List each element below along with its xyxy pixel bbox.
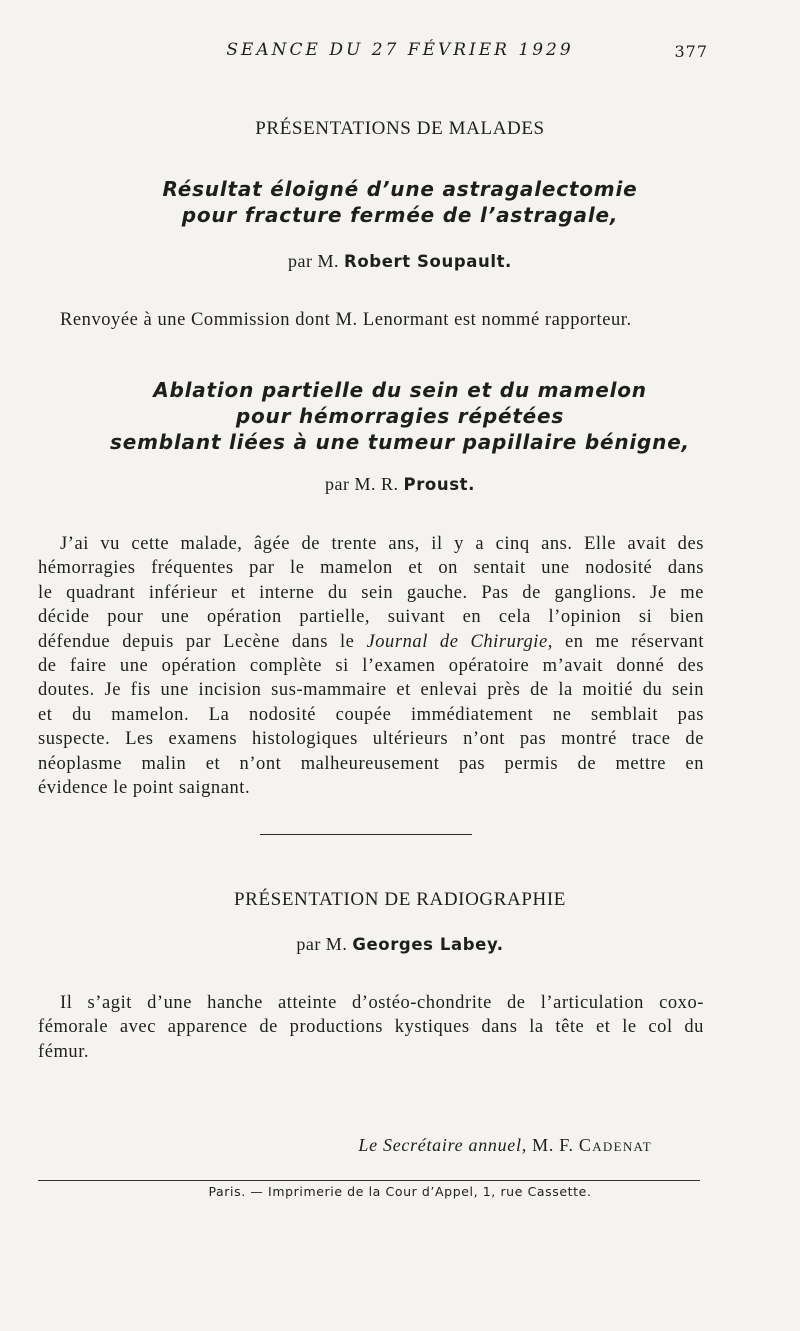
author-name: Proust. (403, 475, 475, 494)
body-line: Il s’agit d’une hanche atteinte d’ostéo-chondrite de l’articulation coxo- (60, 993, 704, 1013)
article-title-astragalectomie (60, 176, 740, 228)
title-line: Résultat éloigné d’une astragalectomie (162, 177, 638, 201)
page-number: 377 (674, 42, 708, 61)
footer-rule (38, 1180, 700, 1181)
body-line (38, 630, 704, 654)
body-line-start: défendue depuis par Lecène dans le (38, 631, 367, 652)
body-line: le quadrant inférieur et interne du sein gauche. Pas de ganglions. Je me (38, 582, 704, 603)
title-line: pour hémorragies répétées (235, 404, 565, 428)
body-line: J’ai vu cette malade, âgée de trente ans, il y a cinq ans. Elle avait des (60, 534, 704, 554)
byline-proust (0, 474, 800, 495)
running-title: SEANCE DU 27 FÉVRIER 1929 (226, 40, 574, 60)
body-line: évidence le point saignant. (38, 778, 251, 799)
section-divider (260, 834, 472, 835)
author-name: Robert Soupault. (344, 252, 512, 271)
author-name: Georges Labey. (352, 935, 504, 954)
body-line: décide pour une opération partielle, suivant en cela l’opinion si bien (38, 607, 704, 628)
running-header (0, 40, 800, 70)
title-line: semblant liées à une tumeur papillaire bénigne, (110, 430, 690, 454)
article-title-ablation-sein (60, 377, 740, 455)
byline-prefix: par M. (288, 251, 340, 271)
body-line: fémur. (38, 1041, 90, 1062)
byline-prefix: par M. (296, 934, 348, 954)
body-line: fémorale avec apparence de productions kystiques dans la tête et le col du (38, 1017, 704, 1038)
note-line: Renvoyée à une Commission dont M. Lenormant est nommé rapporteur. (60, 310, 632, 330)
signature-name: Cadenat (578, 1135, 652, 1155)
section-heading-presentations-malades: PRÉSENTATIONS DE MALADES (255, 118, 545, 139)
signature (358, 1135, 652, 1156)
body-line: de faire une opération complète si l’examen opératoire m’avait donné des (38, 656, 704, 677)
body-line: suspecte. Les examens histologiques ultérieurs n’ont pas montré trace de (38, 729, 704, 750)
radiographie-body (38, 991, 704, 1064)
byline-soupault (0, 251, 800, 272)
byline-prefix: par M. R. (325, 474, 399, 494)
body-line: et du mamelon. La nodosité coupée immédiatement ne semblait pas (38, 704, 704, 725)
section-heading-radiographie: PRÉSENTATION DE RADIOGRAPHIE (234, 889, 566, 910)
journal-title: Journal de Chirurgie (366, 631, 548, 652)
commission-note (60, 308, 705, 332)
signature-role: Le Secrétaire annuel, (358, 1135, 527, 1155)
body-line-end: , en me réservant (547, 631, 705, 652)
title-line: pour fracture fermée de l’astragale, (181, 203, 619, 227)
body-line: doutes. Je fis une incision sus-mammaire et enlevai près de la moitié du sein (38, 680, 704, 701)
body-line: hémorragies fréquentes par le mamelon et on sentait une nodosité dans (38, 558, 704, 579)
byline-labey (0, 934, 800, 955)
signature-name-prefix: M. F. (532, 1135, 574, 1155)
printer-imprint: Paris. — Imprimerie de la Cour d’Appel, 1, rue Cassette. (208, 1184, 592, 1199)
article2-body (38, 532, 704, 800)
title-line: Ablation partielle du sein et du mamelon (153, 378, 647, 402)
body-line: néoplasme malin et n’ont malheureusement pas permis de mettre en (38, 753, 704, 774)
